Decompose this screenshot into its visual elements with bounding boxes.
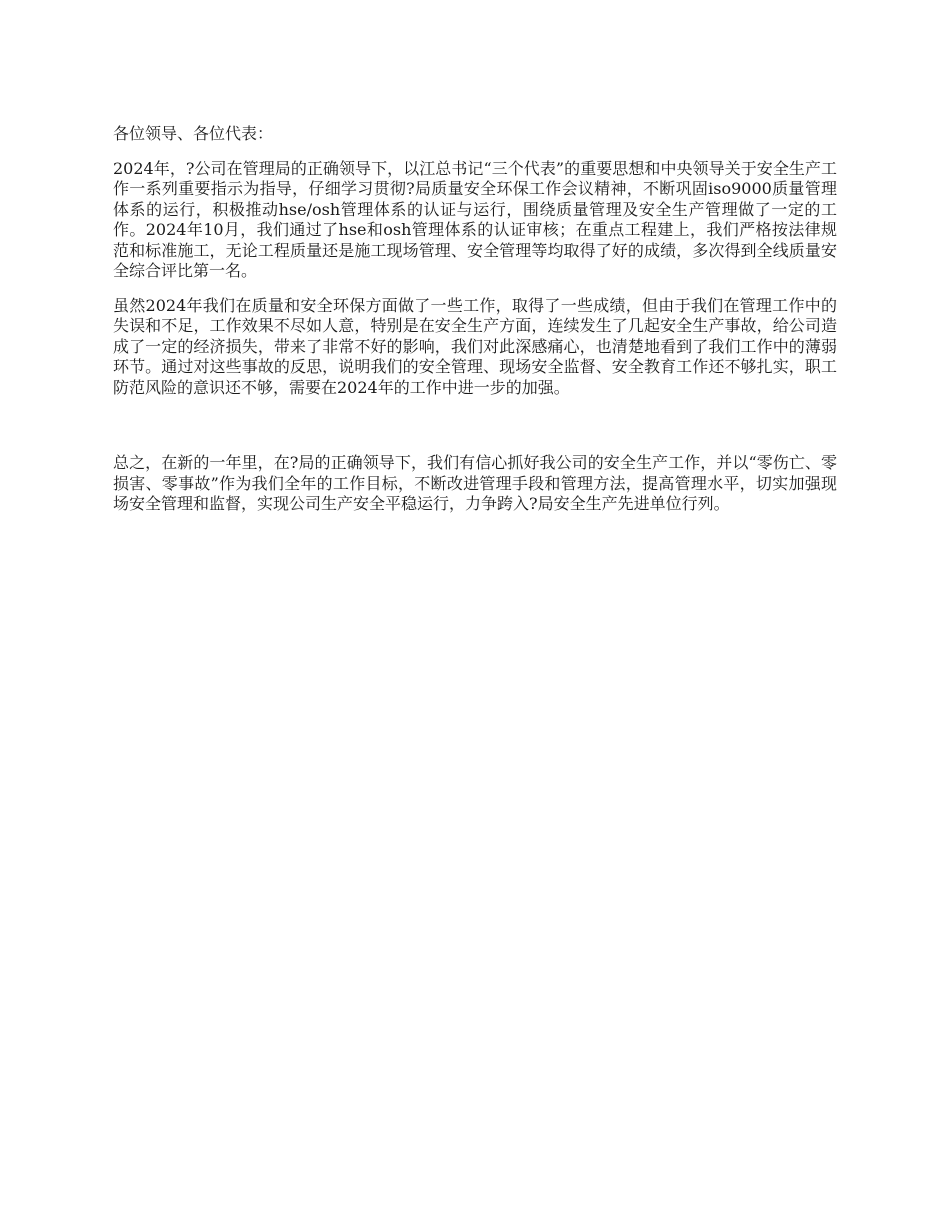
document-page [113,124,837,515]
paragraph-1: 2024年，?公司在管理局的正确领导下，以江总书记“三个代表”的重要思想和中央领导关于安全生产工作一系列重要指示为指导，仔细学习贯彻?局质量安全环保工作会议精神，不断巩固iso9000质量管理体系的运行，积极推动hse/osh管理体系的认证与运行，围绕质量管理及安全生产管理做了一定的工作。2024年10月，我们通过了hse和osh管理体系的认证审核；在重点工程建上，我们严格按法律规范和标准施工，无论工程质量还是施工现场管理、安全管理等均取得了好的成绩，多次得到全线质量安全综合评比第一名。 [113,158,837,280]
paragraph-3: 总之，在新的一年里，在?局的正确领导下，我们有信心抓好我公司的安全生产工作，并以“零伤亡、零损害、零事故”作为我们全年的工作目标，不断改进管理手段和管理方法，提高管理水平，切实加强现场安全管理和监督，实现公司生产安全平稳运行，力争跨入?局安全生产先进单位行列。 [113,453,837,513]
paragraph-2: 虽然2024年我们在质量和安全环保方面做了一些工作，取得了一些成绩，但由于我们在管理工作中的失误和不足，工作效果不尽如人意，特别是在安全生产方面，连续发生了几起安全生产事故，给公司造成了一定的经济损失，带来了非常不好的影响，我们对此深感痛心，也清楚地看到了我们工作中的薄弱环节。通过对这些事故的反思，说明我们的安全管理、现场安全监督、安全教育工作还不够扎实，职工防范风险的意识还不够，需要在2024年的工作中进一步的加强。 [113,295,837,397]
salutation: 各位领导、各位代表： [113,124,274,143]
